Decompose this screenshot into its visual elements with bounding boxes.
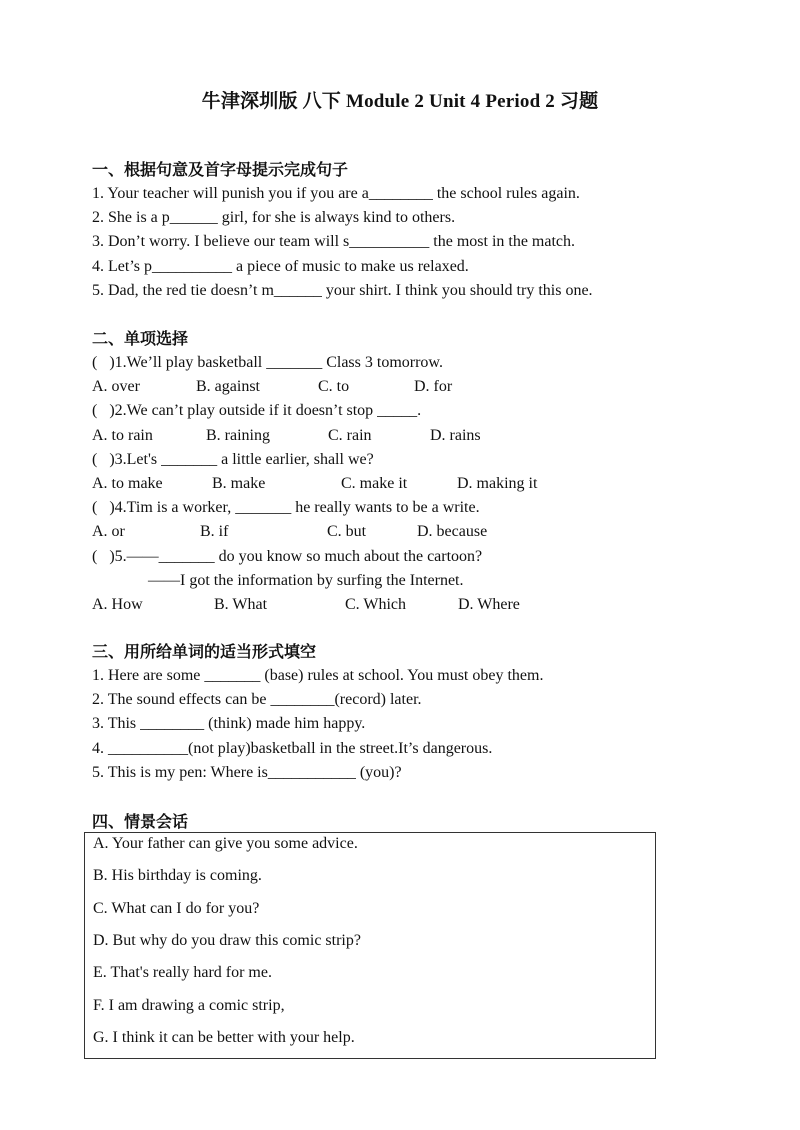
option: C. Which (345, 595, 407, 613)
section-multiple-choice (92, 327, 732, 617)
option: C. make it (341, 474, 408, 492)
question-stem: ( )5.——_______ do you know so much about the cartoon? (92, 547, 483, 565)
question-line: 3. Don’t worry. I believe our team will s__________ the most in the match. (92, 233, 576, 251)
section-heading: 一、根据句意及首字母提示完成句子 (92, 160, 349, 179)
option: B. against (196, 378, 260, 396)
section-heading: 三、用所给单词的适当形式填空 (92, 642, 317, 661)
question-line: 1. Your teacher will punish you if you are a________ the school rules again. (92, 185, 580, 202)
option: C. to (318, 378, 350, 396)
option: A. over (92, 378, 140, 396)
section-dialogue (92, 810, 732, 834)
option: D. making it (457, 474, 538, 492)
question-line: 4. Let’s p__________ a piece of music to make us relaxed. (92, 257, 469, 275)
option: A. How (92, 595, 143, 613)
option: C. but (327, 523, 367, 541)
dialogue-option: C. What can I do for you? (93, 900, 260, 917)
dialogue-options-box (84, 832, 656, 1059)
dialogue-option: F. I am drawing a comic strip, (93, 997, 285, 1014)
option: A. to make (92, 474, 163, 492)
section-fill-initial-letter (92, 158, 732, 303)
option-row (92, 520, 732, 544)
dialogue-option: D. But why do you draw this comic strip? (93, 932, 361, 949)
question-stem: ( )3.Let's _______ a little earlier, shall we? (92, 450, 374, 468)
question-line: 1. Here are some _______ (base) rules at school. You must obey them. (92, 667, 544, 684)
question-stem: ( )2.We can’t play outside if it doesn’t stop _____. (92, 402, 422, 420)
question-line: 5. This is my pen: Where is___________ (you)? (92, 763, 402, 781)
option: B. if (200, 523, 229, 541)
option-row (92, 593, 732, 617)
dialogue-option: G. I think it can be better with your help. (93, 1029, 355, 1046)
option: B. make (212, 474, 266, 492)
option: D. rains (430, 426, 481, 444)
option: D. for (414, 378, 453, 396)
question-line: 5. Dad, the red tie doesn’t m______ your shirt. I think you should try this one. (92, 281, 593, 299)
dialogue-option: A. Your father can give you some advice. (93, 835, 358, 852)
option: C. rain (328, 426, 372, 444)
section-heading: 二、单项选择 (92, 329, 189, 348)
question-line: 2. She is a p______ girl, for she is always kind to others. (92, 209, 456, 227)
section-word-form (92, 640, 732, 785)
option-row (92, 375, 732, 399)
option: D. because (417, 523, 488, 541)
option: D. Where (458, 595, 520, 613)
option-row (92, 424, 732, 448)
page-title: 牛津深圳版 八下 Module 2 Unit 4 Period 2 习题 (201, 91, 599, 112)
option-row (92, 472, 732, 496)
question-line: 2. The sound effects can be ________(record) later. (92, 691, 422, 709)
answer-line: ——I got the information by surfing the Internet. (148, 571, 464, 589)
option: A. to rain (92, 426, 153, 444)
question-line: 4. __________(not play)basketball in the street.It’s dangerous. (92, 739, 493, 757)
dialogue-option: E. That's really hard for me. (93, 964, 272, 981)
option: A. or (92, 523, 125, 541)
option: B. What (214, 595, 268, 613)
question-line: 3. This ________ (think) made him happy. (92, 715, 366, 733)
option: B. raining (206, 426, 270, 444)
dialogue-option: B. His birthday is coming. (93, 867, 262, 884)
question-stem: ( )4.Tim is a worker, _______ he really wants to be a write. (92, 499, 480, 517)
section-heading: 四、情景会话 (92, 812, 189, 831)
question-stem: ( )1.We’ll play basketball _______ Class 3 tomorrow. (92, 354, 443, 371)
